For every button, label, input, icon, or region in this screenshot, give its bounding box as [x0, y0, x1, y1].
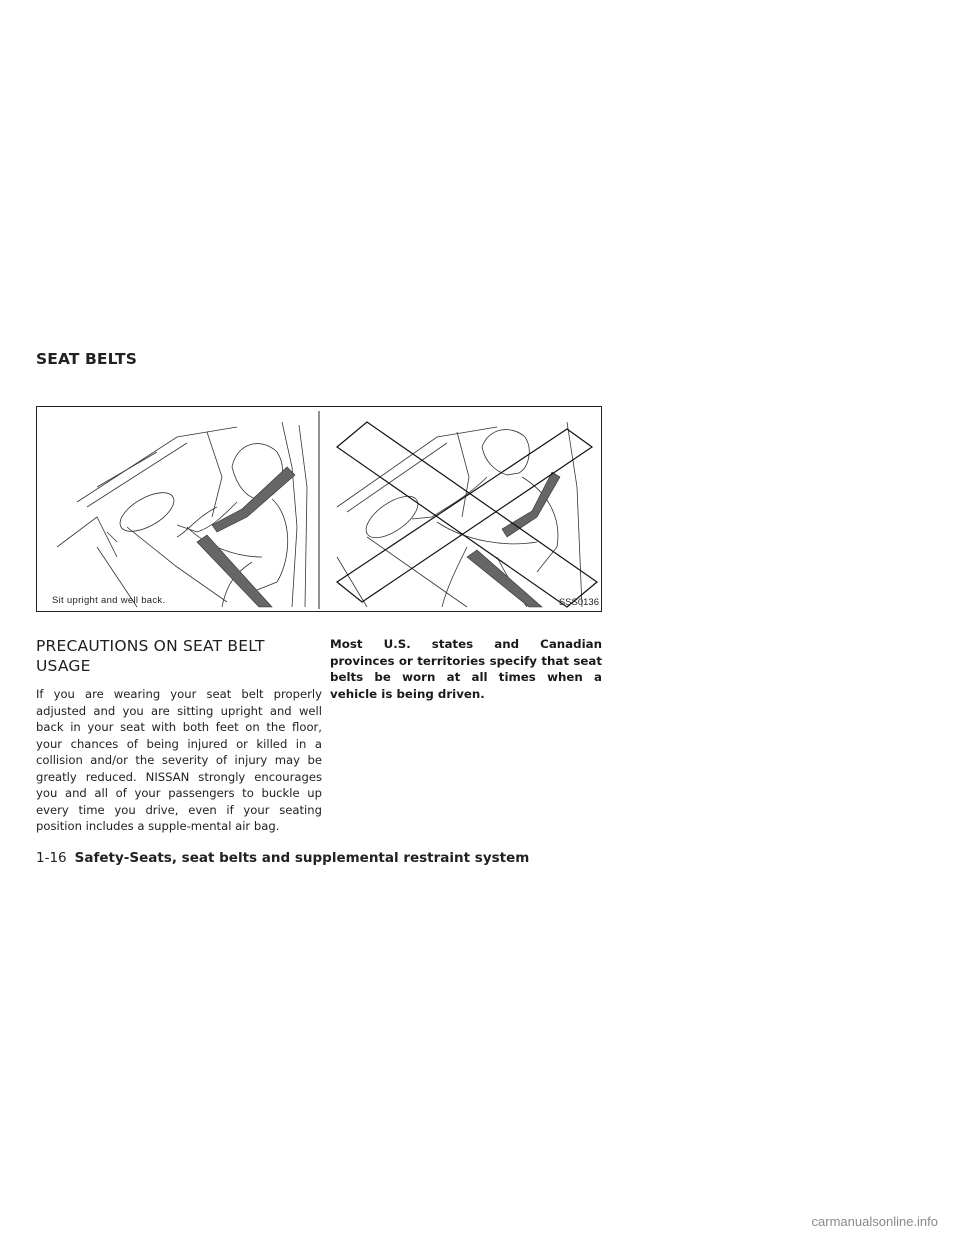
- chapter-title: Safety-Seats, seat belts and supplemental restraint system: [74, 850, 530, 866]
- watermark: carmanualsonline.info: [811, 1214, 938, 1229]
- right-column: [330, 636, 602, 702]
- seat-belt-illustration: [36, 406, 602, 612]
- section-heading: PRECAUTIONS ON SEAT BELT USAGE: [36, 637, 265, 675]
- cross-out-mark: [337, 422, 597, 607]
- page-number: 1-16: [36, 850, 67, 866]
- bold-paragraph: Most U.S. states and Canadian provinces or territories specify that seat belts be worn at all times when a vehicle is being driven.: [330, 637, 602, 701]
- left-column: [36, 636, 322, 835]
- figure-code: SSS0136: [558, 597, 599, 608]
- left-seat-belt: [197, 467, 295, 607]
- section-header: SEAT BELTS: [36, 350, 137, 368]
- left-panel-correct-posture: [57, 422, 307, 607]
- right-seat-belt: [467, 472, 560, 607]
- figure-caption: Sit upright and well back.: [52, 595, 166, 606]
- body-paragraph: If you are wearing your seat belt properly adjusted and you are sitting upright and well back in your seat with both feet on the floor, your chances of being injured or killed in a collision and/or the severity of injury may be greatly reduced. NISSAN strongly encourages you and all of your passengers to buckle up every time you drive, even if your seating position includes a supple-mental air bag.: [36, 687, 322, 833]
- illustration-drawing: [37, 407, 602, 612]
- page-footer: [36, 850, 529, 866]
- right-panel-incorrect-posture: [337, 422, 582, 607]
